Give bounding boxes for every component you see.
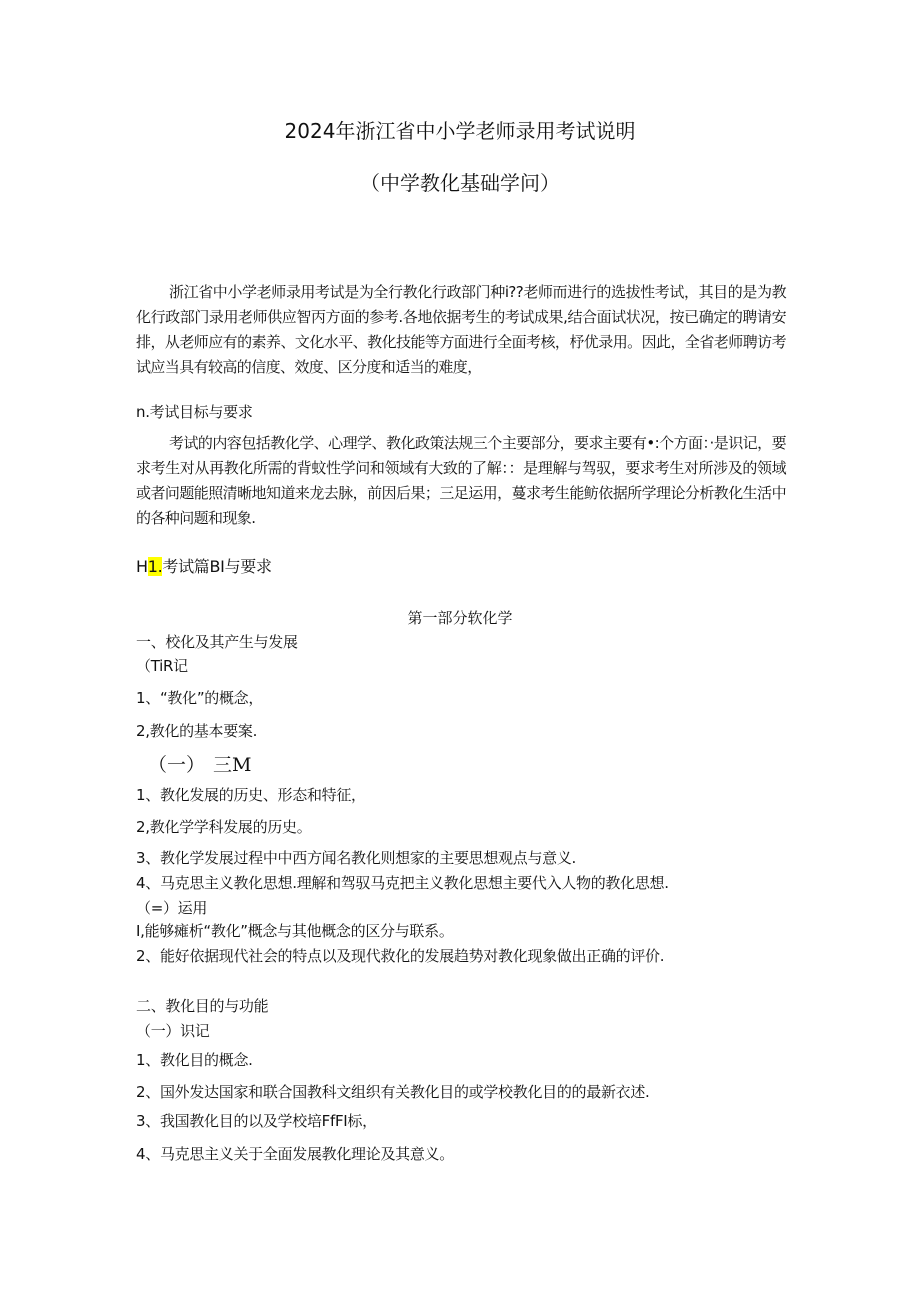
- chapter2-recall-item: 1、教化目的概念.: [136, 1051, 253, 1069]
- document-subtitle: （中学教化基础学问）: [360, 171, 560, 195]
- chapter1-recall-item: 1、“教化”的概念，: [136, 689, 264, 707]
- chapter2-sub-recall: （一）识记: [136, 1022, 210, 1040]
- chapter1-sub-understand-label: 三M: [213, 754, 252, 776]
- highlighted-number: 1.: [147, 557, 163, 576]
- chapter1-heading: 一、校化及其产生与发展: [136, 633, 298, 651]
- chapter1-sub-recall: （TiR记: [136, 657, 188, 675]
- chapter2-recall-item: 2、国外发达国家和联合国教科文组织有关教化目的或学校教化目的的最新衣述.: [136, 1083, 650, 1101]
- chapter1-apply-item: 2、能好依据现代社会的特点以及现代救化的发展趋势对教化现象做出正确的评价.: [136, 947, 665, 965]
- chapter1-understand-item: 1、教化发展的历史、形态和特征，: [136, 786, 366, 804]
- chapter1-sub-understand-num: （一）: [148, 754, 206, 776]
- part-title: 第一部分软化学: [407, 609, 513, 627]
- chapter1-recall-item: 2,教化的基本要案.: [136, 722, 258, 740]
- chapter1-understand-item: 3、教化学发展过程中中西方闻名教化则想家的主要思想观点与意义.: [136, 849, 577, 867]
- chapter1-understand-item: 4、马克思主义教化思想.理解和驾驭马克把主义教化思想主要代入人物的教化思想.: [136, 874, 669, 892]
- section-heading-scope: [136, 559, 272, 575]
- intro-paragraph: 浙江省中小学老师录用考试是为全行教化行政部门种i??老师而进行的选拔性考试，其目的是为教化行政部门录用老师供应智丙方面的参考.各地依据考生的考试成果,结合面试状况，按已确定的聘请安排，从老师应有的素养、文化水平、教化技能等方面进行全面考核，杼优录用。因此，全省老师聘访考试应当具有较高的信度、效度、区分度和适当的难度，: [136, 283, 786, 376]
- chapter1-apply-item: I,能够瘫析“教化”概念与其他概念的区分与联系。: [136, 922, 454, 940]
- goals-paragraph: 考试的内容包括教化学、心理学、教化政策法规三个主要部分，要求主要有•:个方面：·是识记，要求考生对从再教化所需的背蚊性学问和领域有大致的了解：：是理解与驾驭，要求考生对所涉及的领域或者问题能照清晰地知道来龙去脉，前因后果；三足运用，蔓求考生能鲂依据所学理论分析教化生活中的各种问题和现象.: [136, 434, 786, 527]
- section-heading-goals: n.考试目标与要求: [136, 403, 253, 421]
- section-heading-scope-prefix: H: [136, 557, 148, 576]
- chapter2-recall-item: 4、马克思主义关于全面发展教化理论及其意义。: [136, 1145, 454, 1163]
- section-heading-scope-rest: 考试篇BI与要求: [162, 557, 272, 576]
- chapter2-heading: 二、教化目的与功能: [136, 997, 269, 1015]
- chapter1-understand-item: 2,教化学学科发展的历史。: [136, 818, 312, 836]
- document-title: 2024年浙江省中小学老师录用考试说明: [284, 119, 636, 143]
- chapter1-sub-apply: （=）运用: [136, 899, 208, 917]
- chapter2-recall-item: 3、我国教化目的以及学校培FfFI标，: [136, 1112, 377, 1130]
